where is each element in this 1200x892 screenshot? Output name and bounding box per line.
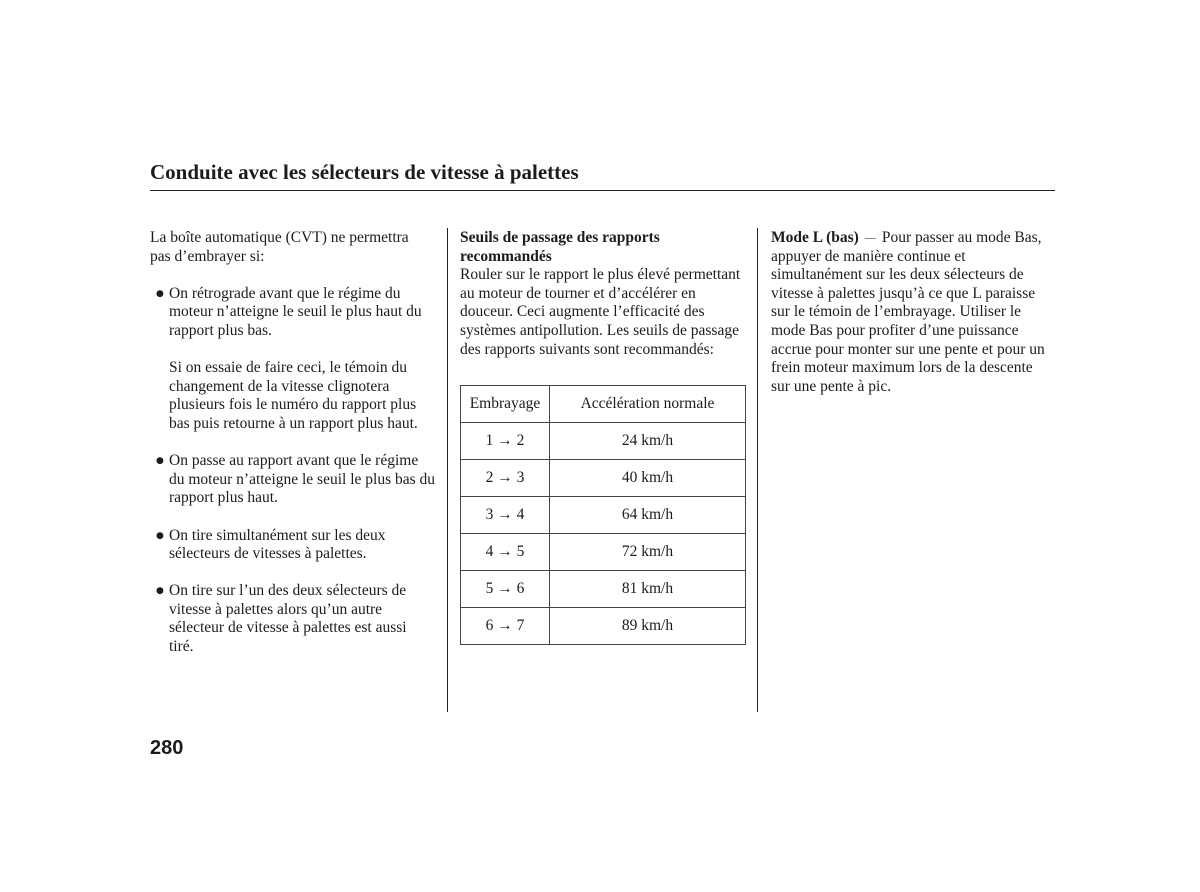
bullet-line: rapport plus haut. xyxy=(169,489,278,507)
bullet-line: tiré. xyxy=(169,638,194,656)
table-header-cell: Accélération normale xyxy=(550,386,746,423)
body-paragraph xyxy=(460,266,750,359)
bullet-line: sélecteur de vitesse à palettes est aussi xyxy=(169,619,407,637)
mode-first-line xyxy=(771,229,1055,248)
bullet-note xyxy=(169,359,442,433)
bullet-item xyxy=(150,452,442,508)
table-cell-speed: 24 km/h xyxy=(550,423,746,460)
bullet-dot: ● xyxy=(156,586,164,597)
body-line: systèmes antipollution. Les seuils de passage xyxy=(460,321,739,339)
bullet-line: On rétrograde avant que le régime du xyxy=(169,284,401,302)
bullet-line: du moteur n’atteigne le seuil le plus bas du xyxy=(169,470,436,488)
page-number: 280 xyxy=(150,737,184,759)
table-header-cell: Embrayage xyxy=(461,386,550,423)
title-rule xyxy=(150,190,1055,191)
mode-line: frein moteur maximum lors de la descente xyxy=(771,359,1033,377)
heading-line: recommandés xyxy=(460,247,552,265)
table-cell-gear: 5 → 6 xyxy=(461,571,550,608)
bullet-line: moteur n’atteigne le seuil le plus haut du xyxy=(169,303,422,321)
mode-line: Pour passer au mode Bas, xyxy=(881,229,1042,246)
mode-line: appuyer de manière continue et xyxy=(771,247,966,265)
middle-column xyxy=(460,229,750,669)
bullet-line: On passe au rapport avant que le régime xyxy=(169,452,419,470)
table-cell-speed: 64 km/h xyxy=(550,497,746,534)
table-cell-speed: 40 km/h xyxy=(550,460,746,497)
mode-dash: — xyxy=(864,232,876,244)
shift-threshold-table xyxy=(460,385,746,645)
table-row xyxy=(461,497,746,534)
column-divider-left xyxy=(447,228,448,712)
bullet-line: On tire sur l’un des deux sélecteurs de xyxy=(169,582,407,600)
mode-line: vitesse à palettes jusqu’à ce que L paraisse xyxy=(771,284,1036,302)
table-cell-gear: 2 → 3 xyxy=(461,460,550,497)
section-heading xyxy=(460,229,750,266)
bullet-dot: ● xyxy=(156,456,164,467)
body-line: douceur. Ceci augmente l’efficacité des xyxy=(460,303,705,321)
mode-line: accrue pour monter sur une pente et pour un xyxy=(771,340,1045,358)
table-header-row xyxy=(461,386,746,423)
bullet-item xyxy=(150,527,442,564)
heading-line: Seuils de passage des rapports xyxy=(460,229,660,246)
body-line: Rouler sur le rapport le plus élevé permettant xyxy=(460,266,741,284)
bullet-line: On tire simultanément sur les deux xyxy=(169,526,386,544)
mode-line: sur une pente à pic. xyxy=(771,377,892,395)
intro-line: pas d’embrayer si: xyxy=(150,247,265,265)
intro-line: La boîte automatique (CVT) ne permettra xyxy=(150,229,409,246)
right-column xyxy=(771,229,1055,396)
bullet-dot: ● xyxy=(156,288,164,299)
table-cell-speed: 89 km/h xyxy=(550,608,746,645)
mode-line: simultanément sur les deux sélecteurs de xyxy=(771,266,1024,284)
bullet-line: rapport plus bas. xyxy=(169,321,272,339)
table-row xyxy=(461,571,746,608)
note-line: plusieurs fois le numéro du rapport plus xyxy=(169,396,417,414)
bullet-item xyxy=(150,582,442,656)
note-line: changement de la vitesse clignotera xyxy=(169,377,390,395)
table-cell-gear: 4 → 5 xyxy=(461,534,550,571)
table-cell-speed: 81 km/h xyxy=(550,571,746,608)
table-cell-speed: 72 km/h xyxy=(550,534,746,571)
mode-term: Mode L (bas) xyxy=(771,229,859,246)
bullet-line: sélecteurs de vitesses à palettes. xyxy=(169,545,367,563)
note-line: bas puis retourne à un rapport plus haut. xyxy=(169,414,418,432)
bullet-dot: ● xyxy=(156,530,164,541)
page-title: Conduite avec les sélecteurs de vitesse à palettes xyxy=(150,160,579,184)
table-cell-gear: 3 → 4 xyxy=(461,497,550,534)
table-row xyxy=(461,423,746,460)
table-row xyxy=(461,534,746,571)
body-line: au moteur de tourner et d’accélérer en xyxy=(460,284,696,302)
mode-line: mode Bas pour profiter d’une puissance xyxy=(771,321,1019,339)
left-column xyxy=(150,229,442,657)
table-row xyxy=(461,460,746,497)
column-divider-right xyxy=(757,228,758,712)
mode-line: sur le témoin de l’embrayage. Utiliser le xyxy=(771,303,1022,321)
bullet-item xyxy=(150,285,442,434)
table-cell-gear: 6 → 7 xyxy=(461,608,550,645)
table-cell-gear: 1 → 2 xyxy=(461,423,550,460)
note-line: Si on essaie de faire ceci, le témoin du xyxy=(169,359,408,377)
bullet-line: vitesse à palettes alors qu’un autre xyxy=(169,600,383,618)
intro-paragraph xyxy=(150,229,442,266)
table-row xyxy=(461,608,746,645)
body-line: des rapports suivants sont recommandés: xyxy=(460,340,714,358)
